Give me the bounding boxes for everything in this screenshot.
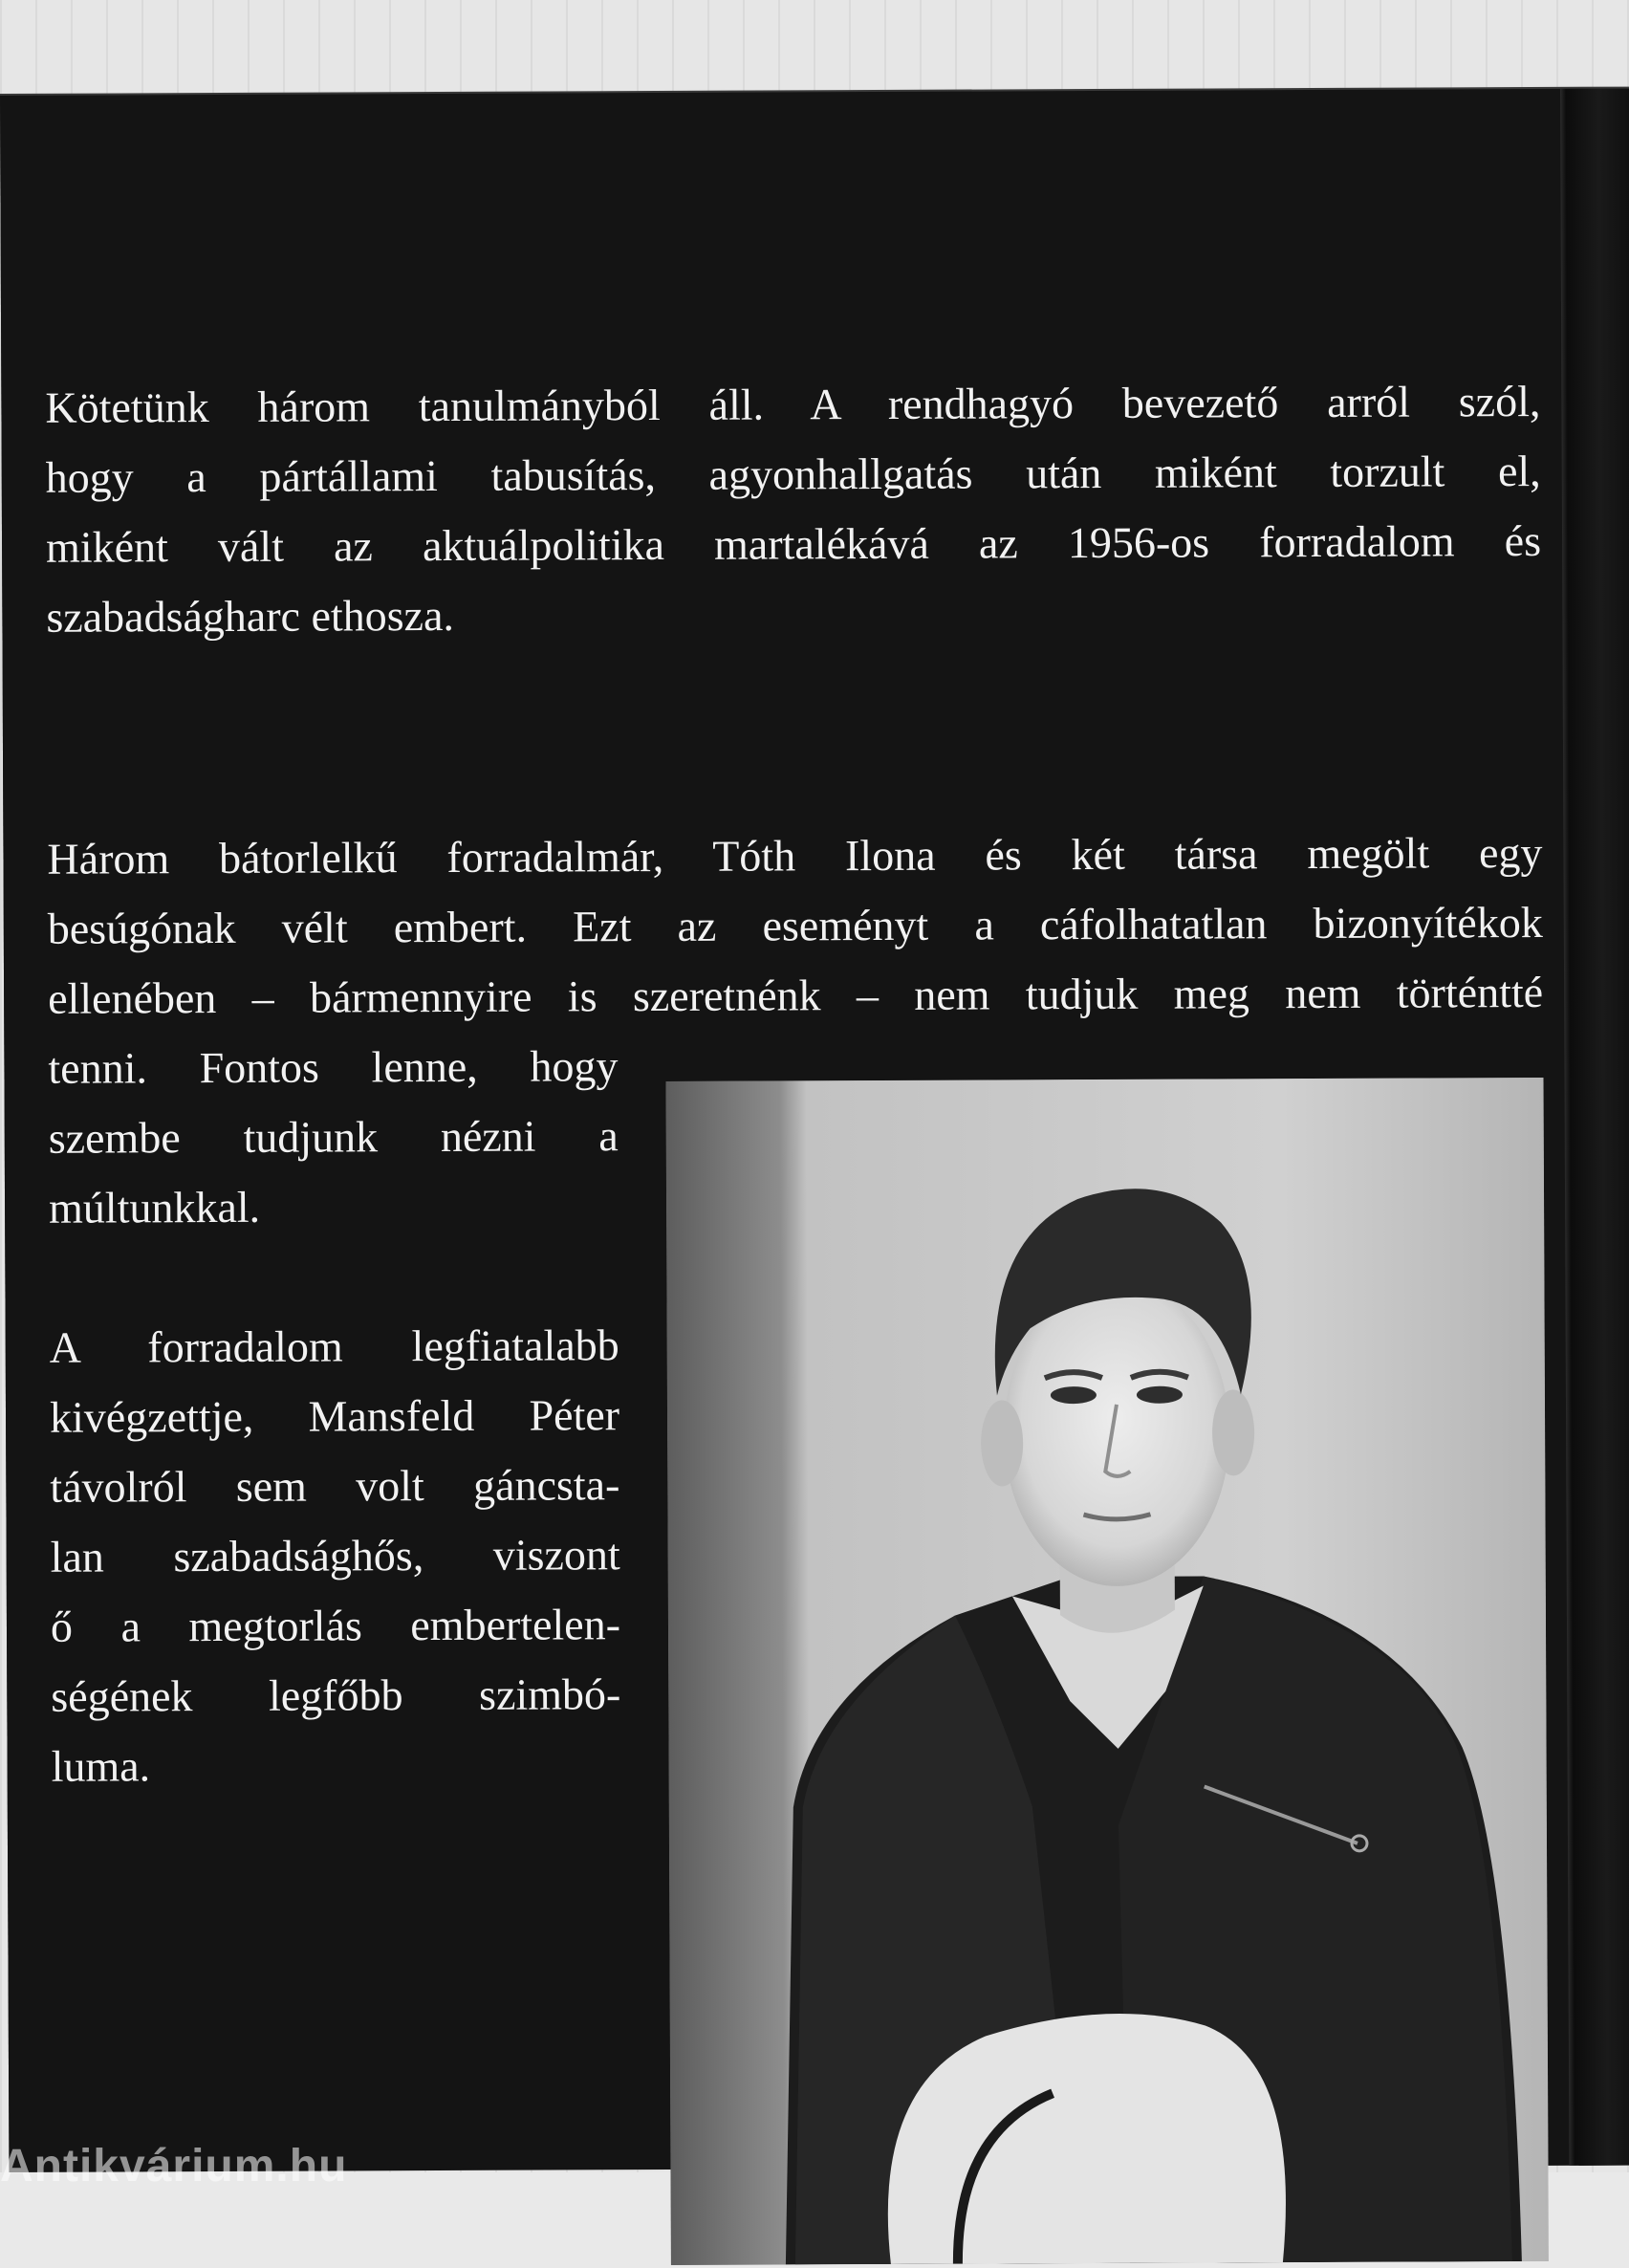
mansfeld-paragraph: [50, 1310, 621, 1801]
paragraph-line: Kötetünk három tanulmányból áll. A rendhagyó bevezető arról szól,: [45, 376, 1541, 432]
paragraph-line: szabadságharc ethosza.: [46, 590, 455, 642]
paragraph-line: besúgónak vélt embert. Ezt az eseményt a cáfolhatatlan bizonyítékok: [47, 897, 1543, 953]
paragraph-line: luma.: [51, 1741, 151, 1791]
portrait-photo: [666, 1078, 1549, 2265]
paragraph-line: ségének legfőbb szimbó-: [51, 1669, 621, 1721]
book-back-cover: [0, 89, 1629, 2172]
paragraph-line: kivégzettje, Mansfeld Péter: [49, 1390, 620, 1442]
intro-paragraph: [45, 366, 1541, 652]
paragraph-line: távolról sem volt gáncsta-: [50, 1460, 620, 1512]
paragraph-line: Három bátorlelkű forradalmár, Tóth Ilona és két társa megölt egy: [47, 827, 1543, 883]
watermark: Antikvárium.hu: [0, 2141, 348, 2192]
paragraph-line: hogy a pártállami tabusítás, agyonhallgatás után miként torzult el,: [45, 446, 1541, 502]
paragraph-line: ellenében – bármennyire is szeretnénk – nem tudjuk meg nem történtté: [48, 967, 1544, 1023]
cover-spine-edge: [1560, 89, 1629, 2166]
paragraph-line: ő a megtorlás embertelen-: [50, 1600, 621, 1651]
paragraph-line: tenni. Fontos lenne, hogy: [48, 1041, 619, 1093]
paragraph-line: miként vált az aktuálpolitika martalékává az 1956-os forradalom és: [45, 515, 1542, 572]
paragraph-line: múltunkkal.: [48, 1182, 261, 1232]
narrow-column: [48, 1031, 619, 1243]
portrait-photo-icon: [666, 1078, 1549, 2265]
paragraph-line: szembe tudjunk nézni a: [48, 1111, 619, 1163]
paragraph-line: lan szabadsághős, viszont: [50, 1530, 620, 1581]
paragraph-line: A forradalom legfiatalabb: [49, 1320, 619, 1372]
